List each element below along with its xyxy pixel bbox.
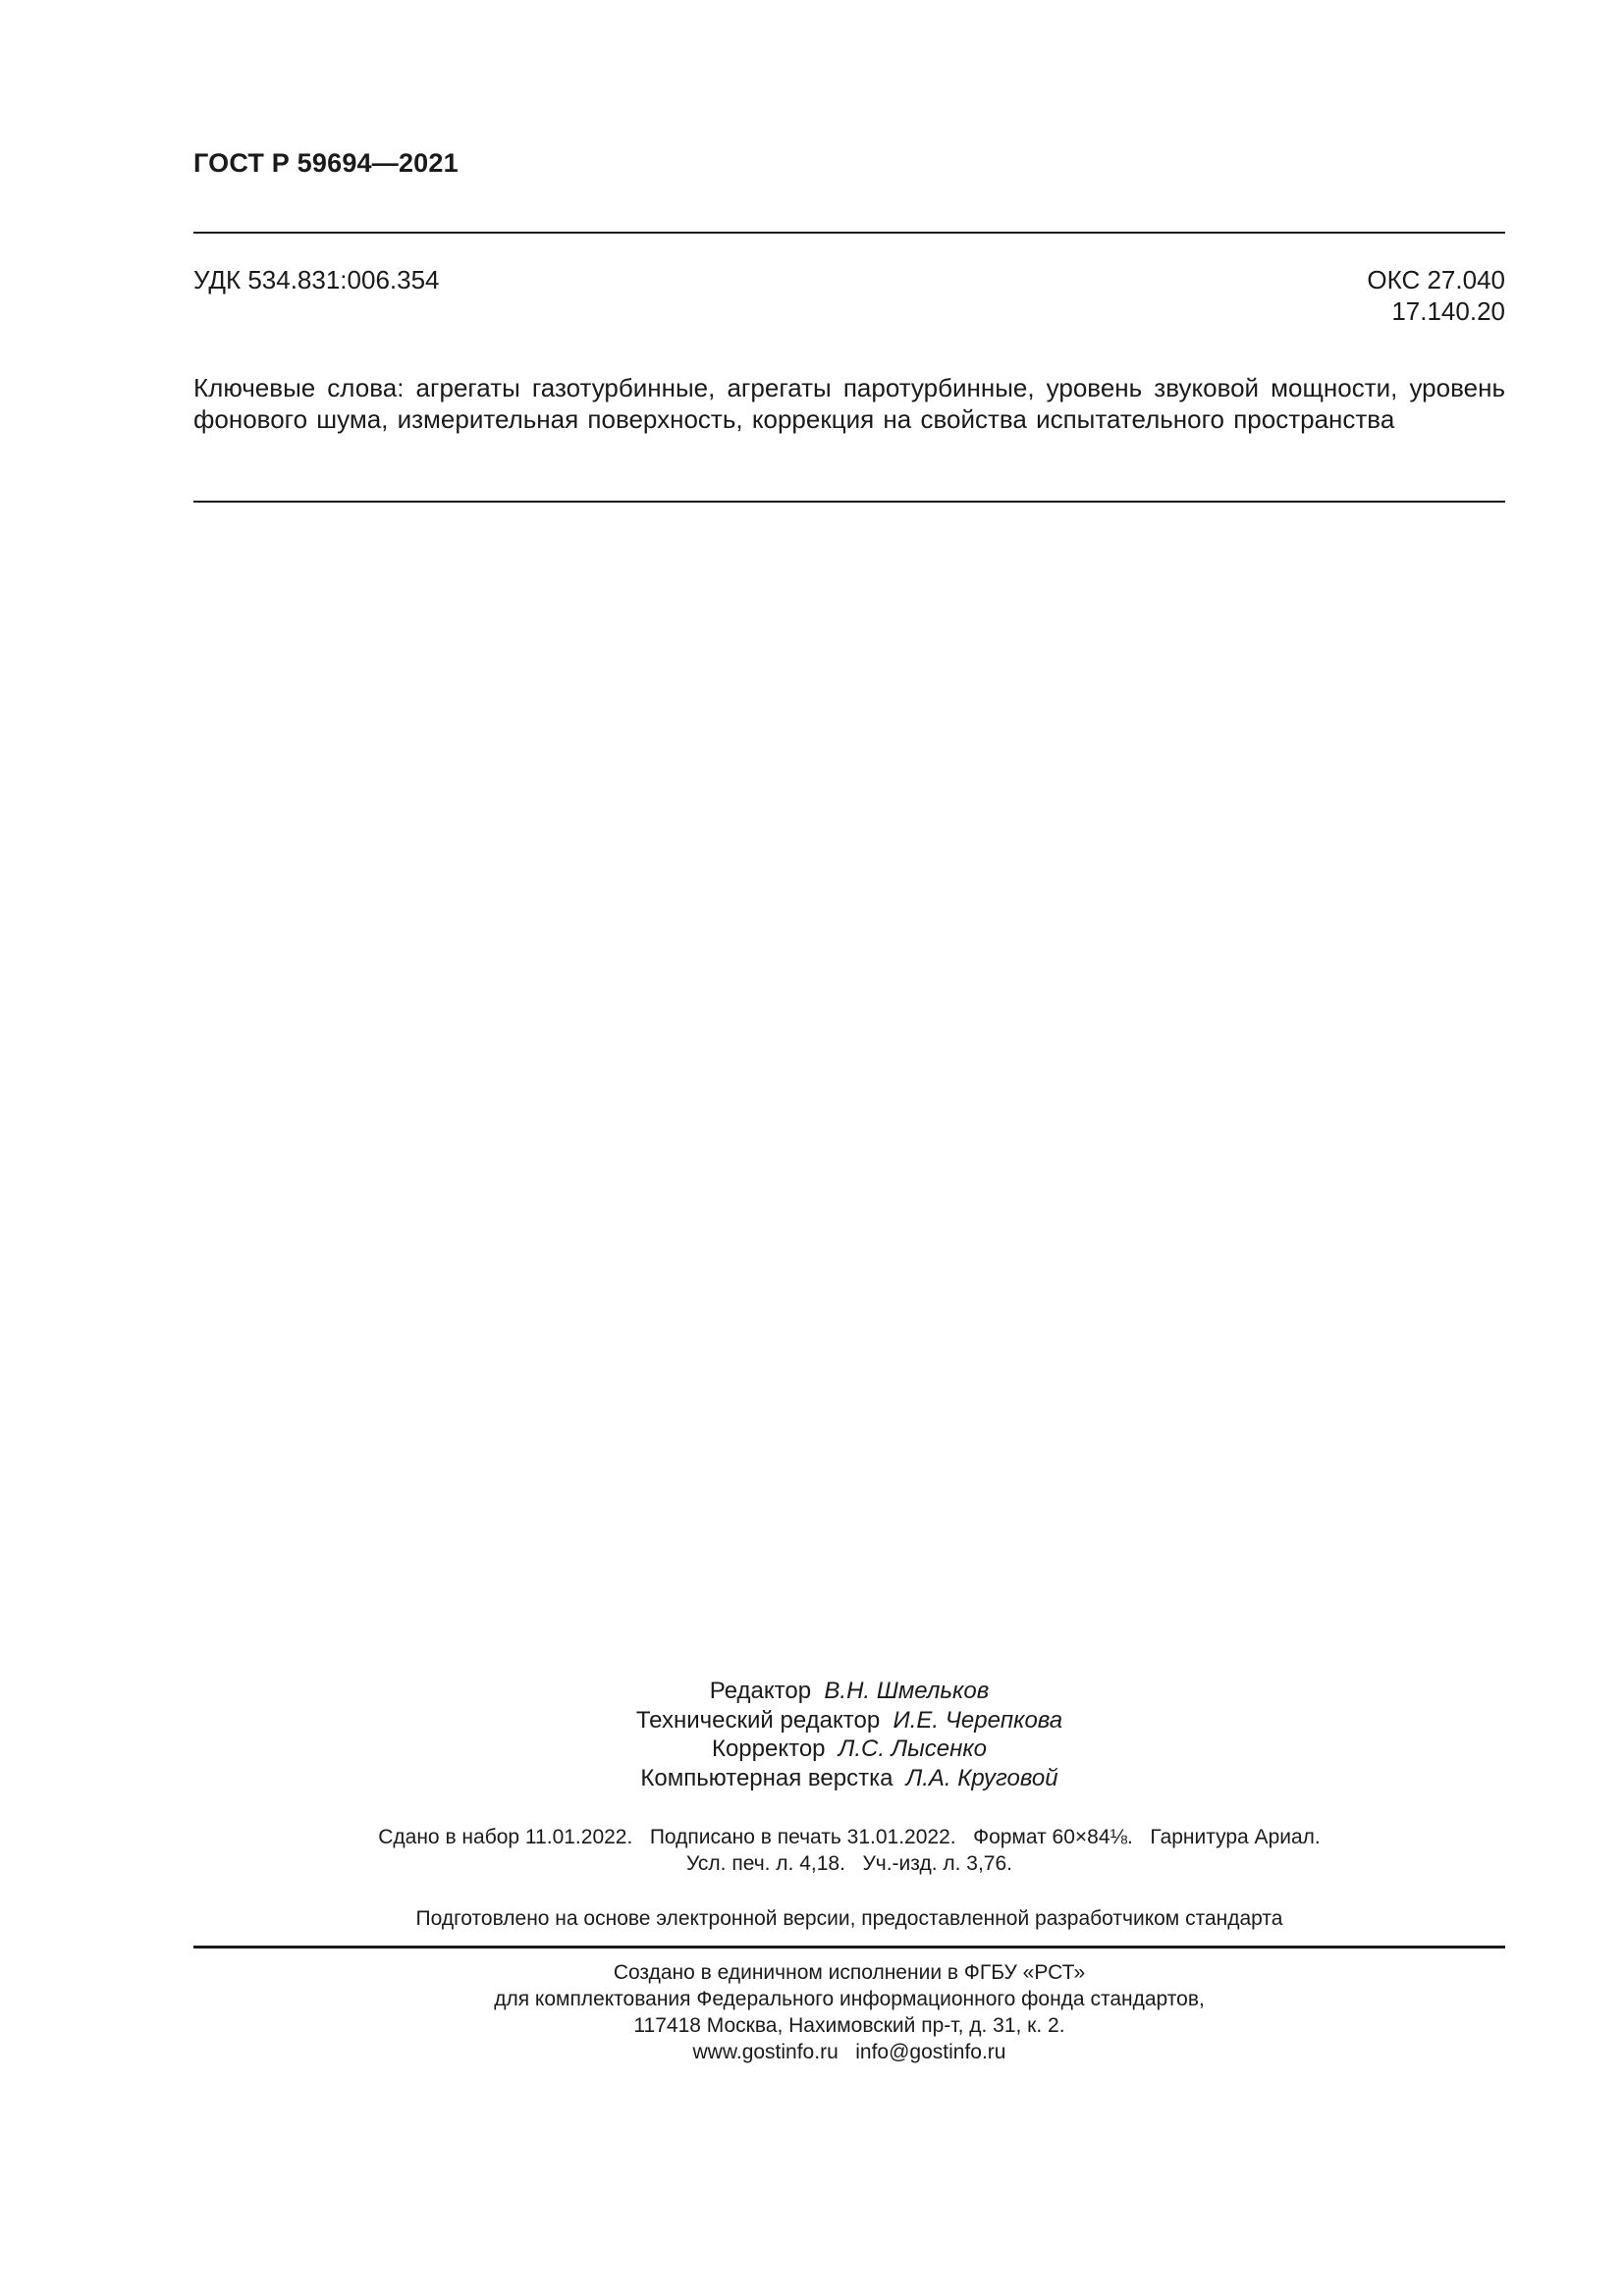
footer-contacts: www.gostinfo.ru info@gostinfo.ru [692, 2041, 1006, 2063]
credit-name: И.Е. Черепкова [893, 1706, 1063, 1734]
udk-code: УДК 534.831:006.354 [193, 265, 440, 294]
credit-technical-editor [193, 1706, 1505, 1735]
oks-code-secondary: 17.140.20 [1391, 296, 1505, 326]
oks-code-primary: ОКС 27.040 [1367, 265, 1505, 294]
oks-codes [1367, 264, 1505, 327]
credit-role: Редактор [709, 1678, 812, 1704]
top-divider [193, 232, 1505, 234]
prepared-note: Подготовлено на основе электронной версии, предоставленной разработчиком стандарта [415, 1907, 1283, 1930]
credit-name: В.Н. Шмельков [824, 1678, 990, 1704]
footer-divider [193, 1946, 1505, 1949]
imprint-dates-format: Сдано в набор 11.01.2022. Подписано в печать 31.01.2022. Формат 60×84⅛. Гарнитура Ариал. [378, 1826, 1321, 1848]
footer-address: 117418 Москва, Нахимовский пр-т, д. 31, к. 2. [633, 2014, 1065, 2037]
keywords-divider [193, 501, 1505, 503]
publisher-footer [193, 1959, 1505, 2065]
standard-designation: ГОСТ Р 59694—2021 [193, 148, 459, 178]
keywords-paragraph: Ключевые слова: агрегаты газотурбинные, агрегаты паротурбинные, уровень звуковой мощности, уровень фонового шума, измерительная поверхность, коррекция на свойства испытательного пространства [193, 373, 1505, 434]
credit-editor [193, 1677, 1505, 1706]
credit-name: Л.С. Лысенко [838, 1735, 988, 1762]
footer-created: Создано в единичном исполнении в ФГБУ «РСТ» [613, 1961, 1086, 1984]
credit-layout [193, 1764, 1505, 1793]
editorial-credits [193, 1677, 1505, 1792]
credit-role: Компьютерная верстка [640, 1764, 893, 1791]
footer-purpose: для комплектования Федерального информационного фонда стандартов, [494, 1988, 1205, 2010]
credit-proofreader [193, 1735, 1505, 1764]
credit-role: Корректор [711, 1735, 826, 1762]
imprint-sheets: Усл. печ. л. 4,18. Уч.-изд. л. 3,76. [685, 1852, 1012, 1875]
credit-role: Технический редактор [635, 1706, 881, 1734]
print-imprint [193, 1824, 1505, 1877]
credit-name: Л.А. Круговой [905, 1764, 1058, 1791]
